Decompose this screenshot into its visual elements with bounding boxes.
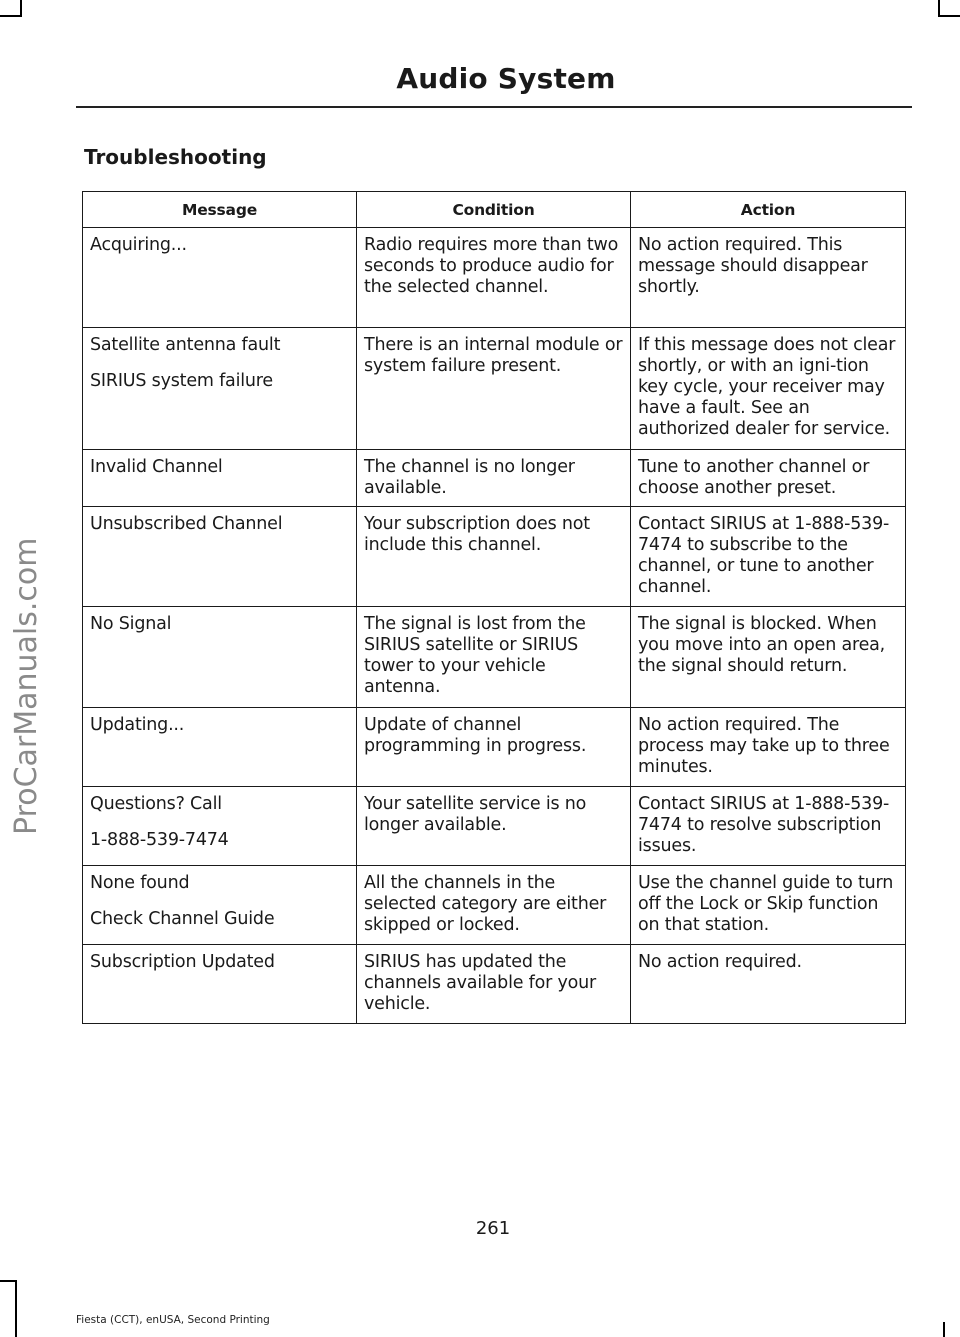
message-text: Invalid Channel [90, 457, 223, 477]
message-cell [83, 945, 357, 1024]
watermark: ProCarManuals.com [9, 537, 44, 835]
table-row [83, 328, 906, 450]
table-row [83, 708, 906, 787]
condition-cell: Your satellite service is no longer available. [357, 787, 631, 866]
table-row [83, 507, 906, 607]
message-text: Unsubscribed Channel [90, 514, 283, 534]
table-row [83, 228, 906, 328]
message-text: Updating... [90, 715, 185, 735]
table-row [83, 866, 906, 945]
action-cell: Contact SIRIUS at 1-888-539-7474 to subscribe to the channel, or tune to another channel. [631, 507, 906, 607]
message-cell [83, 866, 357, 945]
page-header-title: Audio System [396, 62, 616, 95]
crop-mark [938, 15, 960, 17]
table-row [83, 607, 906, 708]
condition-cell: Your subscription does not include this channel. [357, 507, 631, 607]
crop-mark [20, 0, 22, 17]
crop-mark [15, 1280, 17, 1337]
message-text: No Signal [90, 614, 172, 634]
condition-cell: The signal is lost from the SIRIUS satellite or SIRIUS tower to your vehicle antenna. [357, 607, 631, 708]
message-cell [83, 328, 357, 450]
footer-edition: Fiesta (CCT), enUSA, Second Printing [76, 1314, 270, 1326]
message-text: None found [90, 873, 190, 893]
condition-cell: The channel is no longer available. [357, 450, 631, 507]
page-number: 261 [475, 1218, 511, 1239]
table-row [83, 787, 906, 866]
column-header-action: Action [631, 192, 906, 228]
message-text: SIRIUS system failure [90, 371, 273, 391]
message-cell [83, 450, 357, 507]
crop-mark [0, 15, 22, 17]
table-row [83, 945, 906, 1024]
action-cell: Tune to another channel or choose another preset. [631, 450, 906, 507]
message-cell [83, 708, 357, 787]
action-cell: No action required. This message should disappear shortly. [631, 228, 906, 328]
crop-mark [943, 1322, 945, 1337]
message-text: Satellite antenna fault [90, 335, 281, 355]
condition-cell: All the channels in the selected category are either skipped or locked. [357, 866, 631, 945]
table-row [83, 450, 906, 507]
condition-cell: There is an internal module or system failure present. [357, 328, 631, 450]
message-text: Questions? Call [90, 794, 222, 814]
section-title: Troubleshooting [84, 145, 267, 169]
message-cell [83, 507, 357, 607]
table-header-row [83, 192, 906, 228]
action-cell: No action required. The process may take up to three minutes. [631, 708, 906, 787]
action-cell: Contact SIRIUS at 1-888-539-7474 to resolve subscription issues. [631, 787, 906, 866]
message-text: Check Channel Guide [90, 909, 275, 929]
message-text: 1-888-539-7474 [90, 830, 229, 850]
column-header-condition: Condition [357, 192, 631, 228]
header-divider [76, 106, 912, 108]
troubleshooting-table [82, 191, 906, 1024]
action-cell: If this message does not clear shortly, or with an igni-tion key cycle, your receiver may have a fault. See an authorized dealer for service. [631, 328, 906, 450]
condition-cell: Radio requires more than two seconds to produce audio for the selected channel. [357, 228, 631, 328]
message-text: Subscription Updated [90, 952, 275, 972]
crop-mark [938, 0, 940, 17]
action-cell: No action required. [631, 945, 906, 1024]
column-header-message: Message [83, 192, 357, 228]
action-cell: The signal is blocked. When you move into an open area, the signal should return. [631, 607, 906, 708]
condition-cell: SIRIUS has updated the channels available for your vehicle. [357, 945, 631, 1024]
message-text: Acquiring... [90, 235, 187, 255]
message-cell [83, 787, 357, 866]
crop-mark [0, 1280, 16, 1282]
message-cell [83, 607, 357, 708]
message-cell [83, 228, 357, 328]
condition-cell: Update of channel programming in progress. [357, 708, 631, 787]
action-cell: Use the channel guide to turn off the Lock or Skip function on that station. [631, 866, 906, 945]
